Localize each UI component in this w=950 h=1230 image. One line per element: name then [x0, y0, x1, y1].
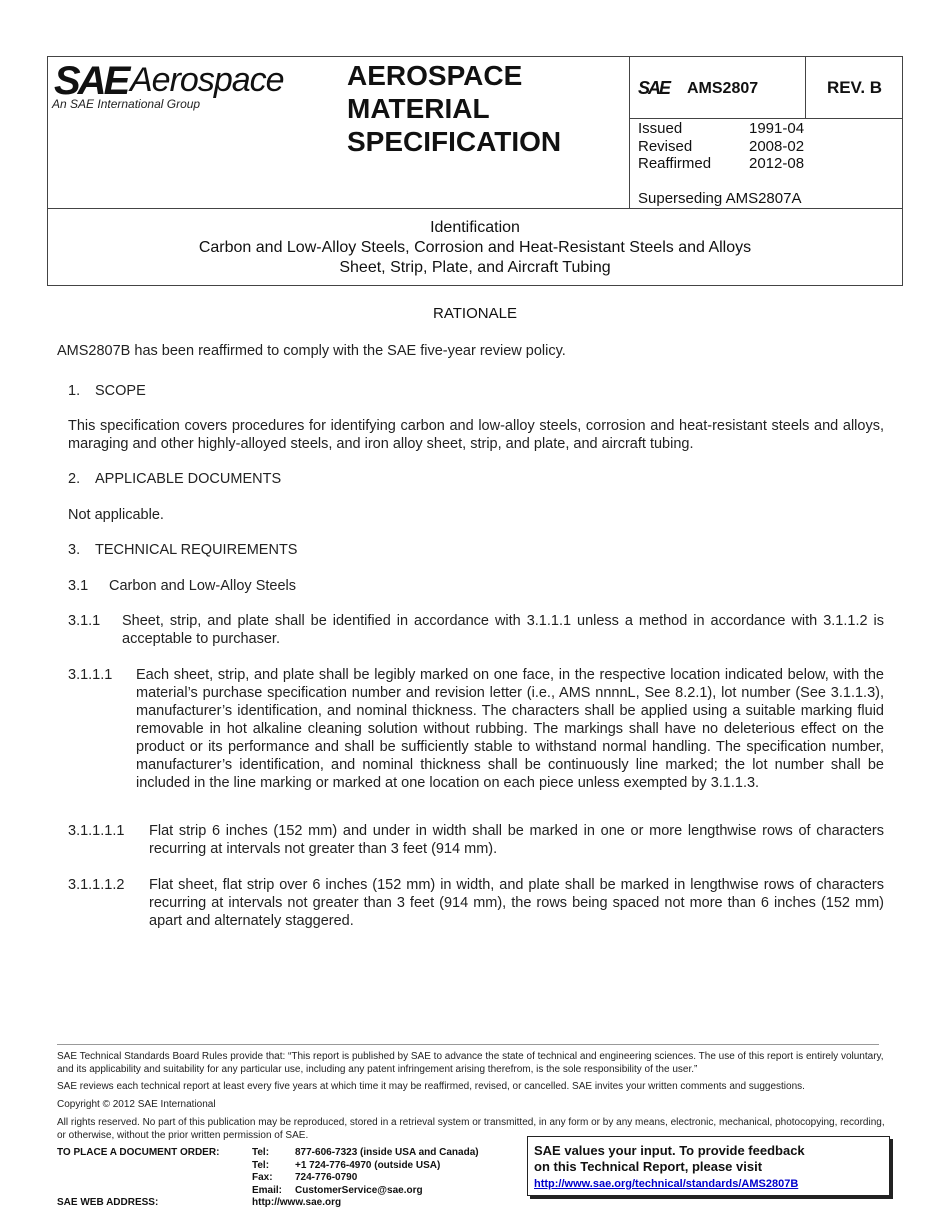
applicable-documents-text: Not applicable.	[68, 507, 164, 523]
spec-title-line: SPECIFICATION	[347, 126, 562, 157]
paragraph-3-1-1-1-1: Flat strip 6 inches (152 mm) and under in width shall be marked in one or more lengthwise rows of characters recurring at intervals not greater than 3 feet (914 mm).	[149, 823, 884, 857]
scope-text: This specification covers procedures for identifying carbon and low-alloy steels, corrosion and heat-resistant steels and alloys, maraging and other highly-alloyed steels, and iron alloy sheet, strip, and plate, and aircraft tubing.	[68, 418, 884, 452]
doc-number-cell	[630, 57, 806, 118]
header-top-row	[48, 57, 902, 209]
doc-id-row	[630, 57, 903, 119]
section-title: APPLICABLE DOCUMENTS	[95, 471, 282, 487]
feedback-link[interactable]: http://www.sae.org/technical/standards/AMS2807B	[534, 1178, 799, 1190]
logo-sae-text: SAE	[54, 59, 128, 103]
date-value: 1991-04	[749, 120, 805, 137]
date-label: Revised	[638, 137, 693, 155]
paragraph-3-1-1-1: Each sheet, strip, and plate shall be legibly marked on one face, in the respective location indicated below, with the material’s purchase specification number and revision letter (i.e., AMS nnnnL, See 8.2.1), lot number (See 3.1.1.3), manufacturer’s identification, and nominal thickness. The characters shall be applied using a suitable marking fluid removable in hot alkaline cleaning solution without rubbing. The markings shall have no deleterious effect on the product or its performance and shall be sufficiently stable to withstand normal handling. The specification number, manufacturer’s identification, and nominal thickness shall be continuously line marked; the lot number shall be included in the line marking or marked at one location on each piece unless exempted by 3.1.1.3.	[136, 667, 884, 791]
date-label: Issued	[638, 120, 683, 137]
document-header	[47, 56, 903, 286]
copyright-text: Copyright © 2012 SAE International	[57, 1099, 216, 1110]
rights-text: All rights reserved. No part of this publication may be reproduced, stored in a retrieval system or transmitted, in any form or by any means, electronic, mechanical, photocopying, recording, or otherwise, without the prior written permission of SAE.	[57, 1117, 885, 1141]
footer-divider	[57, 1044, 879, 1045]
subject-line: Sheet, Strip, Plate, and Aircraft Tubing	[339, 259, 611, 276]
rationale-text: AMS2807B has been reaffirmed to comply with the SAE five-year review policy.	[57, 343, 566, 359]
superseding-note: Superseding AMS2807A	[638, 190, 802, 207]
paragraph-3-1-1: Sheet, strip, and plate shall be identified in accordance with 3.1.1.1 unless a method in accordance with 3.1.1.2 is acceptable to purchaser.	[122, 613, 884, 647]
section-number: 1.	[68, 383, 81, 399]
date-value: 2008-02	[749, 137, 805, 155]
contact-label: Tel:	[252, 1159, 270, 1171]
contact-label: Tel:	[252, 1147, 270, 1158]
contact-row	[252, 1185, 512, 1198]
contact-email[interactable]: CustomerService@sae.org	[295, 1184, 423, 1196]
contact-value: 877-606-7323 (inside USA and Canada)	[295, 1147, 479, 1158]
contact-row	[252, 1147, 512, 1160]
subject-line: Identification	[430, 219, 520, 236]
rationale-heading: RATIONALE	[433, 305, 517, 322]
logo-tagline: An SAE International Group	[52, 97, 201, 111]
spec-title	[347, 59, 617, 158]
date-value: 2012-08	[749, 155, 805, 172]
doc-number: AMS2807	[687, 80, 759, 97]
spec-title-line: AEROSPACE	[347, 60, 523, 91]
contact-value: 724-776-0790	[295, 1172, 358, 1183]
revision-label: REV. B	[826, 78, 883, 97]
contact-row	[252, 1160, 512, 1173]
contact-list	[252, 1147, 512, 1197]
date-row	[638, 138, 898, 156]
date-list	[638, 120, 898, 173]
sae-mini-logo: SAE	[638, 78, 670, 98]
sae-aerospace-logo	[48, 57, 338, 208]
section-number: 2.	[68, 471, 81, 487]
web-address-label: SAE WEB ADDRESS:	[57, 1197, 159, 1208]
contact-row	[252, 1172, 512, 1185]
section-title: SCOPE	[95, 383, 146, 399]
review-text: SAE reviews each technical report at least every five years at which time it may be reaffirmed, revised, or cancelled. SAE invites your written comments and suggestions.	[57, 1081, 805, 1092]
logo-aerospace-text: Aerospace	[130, 61, 284, 99]
date-row	[638, 155, 898, 173]
date-row	[638, 120, 898, 138]
paragraph-3-1-1-1-2: Flat sheet, flat strip over 6 inches (152 mm) in width, and plate shall be marked in lengthwise rows of characters recurring at intervals not greater than 3 feet (914 mm), the rows being spaced not more than 6 inches (152 mm) apart and alternately staggered.	[149, 877, 884, 929]
document-subject	[48, 208, 902, 278]
doc-info-cell	[629, 57, 903, 208]
contact-value: +1 724-776-4970 (outside USA)	[295, 1159, 441, 1171]
section-title: TECHNICAL REQUIREMENTS	[95, 542, 298, 558]
section-title: Carbon and Low-Alloy Steels	[109, 578, 296, 594]
web-address-value[interactable]: http://www.sae.org	[252, 1197, 342, 1208]
section-number: 3.1.1.1	[68, 667, 113, 683]
date-label: Reaffirmed	[638, 155, 712, 172]
section-number: 3.	[68, 542, 81, 558]
feedback-line: on this Technical Report, please visit	[534, 1159, 763, 1174]
spec-title-line: MATERIAL	[347, 93, 490, 124]
order-label: TO PLACE A DOCUMENT ORDER:	[57, 1147, 220, 1158]
contact-label: Email:	[252, 1184, 283, 1196]
board-rules-text: SAE Technical Standards Board Rules provide that: “This report is published by SAE to advance the state of technical and engineering sciences. The use of this report is entirely voluntary, and its applicability and suitability for any particular use, including any patent infringement arising therefrom, is the sole responsibility of the user.”	[57, 1051, 884, 1075]
subject-line: Carbon and Low-Alloy Steels, Corrosion and Heat-Resistant Steels and Alloys	[198, 239, 752, 256]
section-number: 3.1.1	[68, 613, 101, 629]
section-number: 3.1.1.1.1	[68, 823, 125, 839]
feedback-line: SAE values your input. To provide feedback	[534, 1143, 805, 1158]
feedback-box	[527, 1136, 890, 1196]
contact-label: Fax:	[252, 1172, 273, 1183]
section-number: 3.1	[68, 578, 89, 594]
section-number: 3.1.1.1.2	[68, 877, 125, 893]
